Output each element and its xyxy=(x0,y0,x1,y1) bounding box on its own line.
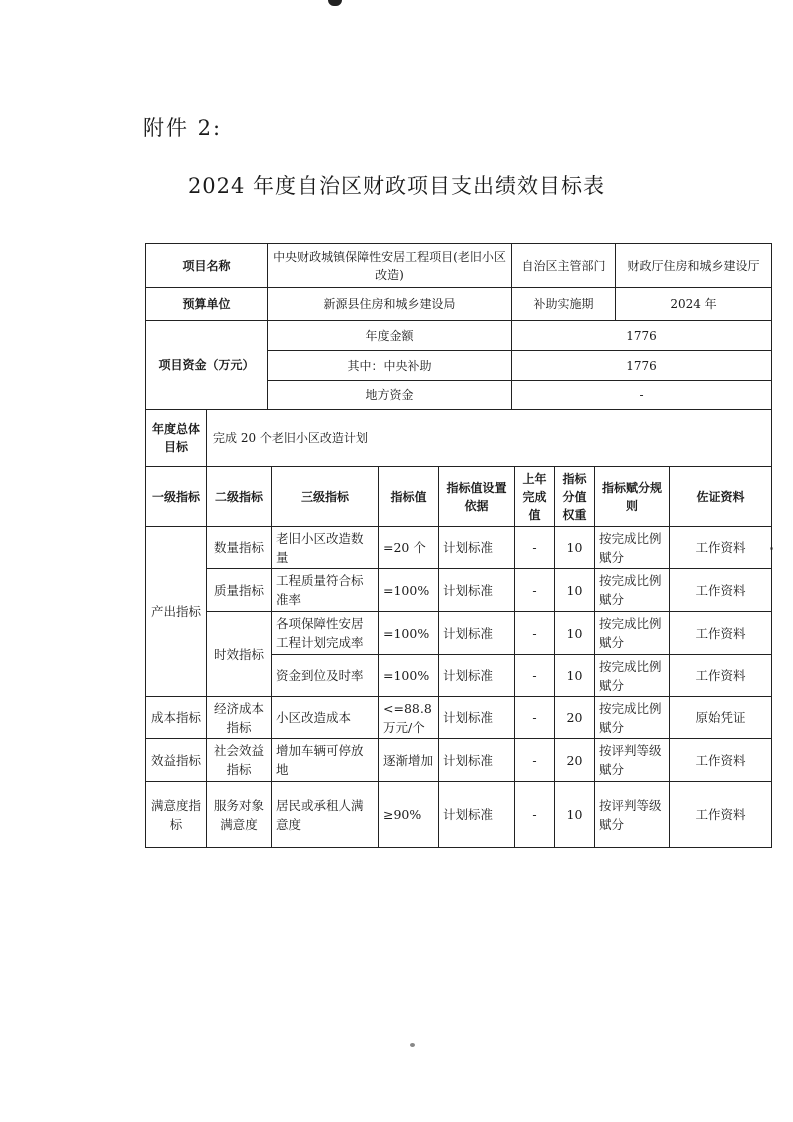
subgroup-social: 社会效益指标 xyxy=(207,739,272,782)
basis-cell: 计划标准 xyxy=(439,527,515,569)
basis-cell: 计划标准 xyxy=(439,782,515,848)
evidence-cell: 工作资料 xyxy=(670,527,772,569)
value-cell: =100% xyxy=(379,569,439,612)
project-name-value: 中央财政城镇保障性安居工程项目(老旧小区改造) xyxy=(268,244,512,288)
basis-cell: 计划标准 xyxy=(439,612,515,655)
subgroup-quantity: 数量指标 xyxy=(207,527,272,569)
header-cell: 佐证资料 xyxy=(670,467,772,527)
indicator-cell: 资金到位及时率 xyxy=(272,655,379,697)
budget-unit-value: 新源县住房和城乡建设局 xyxy=(268,288,512,321)
header-row xyxy=(146,467,772,527)
central-amount-value: 1776 xyxy=(512,351,772,381)
budget-unit-label: 预算单位 xyxy=(146,288,268,321)
indicator-cell: 增加车辆可停放地 xyxy=(272,739,379,782)
dept-value: 财政厅住房和城乡建设厅 xyxy=(616,244,772,288)
table-row xyxy=(146,612,772,655)
last-cell: - xyxy=(515,739,555,782)
last-cell: - xyxy=(515,782,555,848)
subgroup-economic: 经济成本指标 xyxy=(207,697,272,739)
table-row xyxy=(146,739,772,782)
evidence-cell: 原始凭证 xyxy=(670,697,772,739)
table-row xyxy=(146,527,772,569)
evidence-cell: 工作资料 xyxy=(670,655,772,697)
page-title: 2024 年度自治区财政项目支出绩效目标表 xyxy=(187,174,606,198)
rule-cell: 按完成比例赋分 xyxy=(595,655,670,697)
goal-label: 年度总体目标 xyxy=(146,410,207,467)
central-label: 其中：中央补助 xyxy=(268,351,512,381)
project-info-table xyxy=(145,243,772,410)
evidence-cell: 工作资料 xyxy=(670,612,772,655)
basis-cell: 计划标准 xyxy=(439,697,515,739)
header-cell: 指标赋分规则 xyxy=(595,467,670,527)
annual-amount-label: 年度金额 xyxy=(268,321,512,351)
table-row xyxy=(146,697,772,739)
evidence-cell: 工作资料 xyxy=(670,569,772,612)
basis-cell: 计划标准 xyxy=(439,655,515,697)
rule-cell: 按评判等级赋分 xyxy=(595,782,670,848)
local-label: 地方资金 xyxy=(268,381,512,410)
last-cell: - xyxy=(515,569,555,612)
scan-speck xyxy=(410,1043,415,1047)
value-cell: =100% xyxy=(379,612,439,655)
rule-cell: 按完成比例赋分 xyxy=(595,612,670,655)
value-cell: <=88.8 万元/个 xyxy=(379,697,439,739)
value-cell: =100% xyxy=(379,655,439,697)
period-label: 补助实施期 xyxy=(512,288,616,321)
project-name-label: 项目名称 xyxy=(146,244,268,288)
rule-cell: 按评判等级赋分 xyxy=(595,739,670,782)
weight-cell: 10 xyxy=(555,569,595,612)
value-cell: 逐渐增加 xyxy=(379,739,439,782)
dept-label: 自治区主管部门 xyxy=(512,244,616,288)
goal-text: 完成 20 个老旧小区改造计划 xyxy=(207,410,772,467)
rule-cell: 按完成比例赋分 xyxy=(595,697,670,739)
header-cell: 一级指标 xyxy=(146,467,207,527)
last-cell: - xyxy=(515,527,555,569)
basis-cell: 计划标准 xyxy=(439,569,515,612)
goal-table xyxy=(145,409,772,467)
last-cell: - xyxy=(515,655,555,697)
weight-cell: 20 xyxy=(555,739,595,782)
group-cost: 成本指标 xyxy=(146,697,207,739)
header-cell: 指标值设置依据 xyxy=(439,467,515,527)
period-value: 2024 年 xyxy=(616,288,772,321)
table-row xyxy=(146,569,772,612)
funds-label: 项目资金（万元） xyxy=(146,321,268,410)
indicator-cell: 工程质量符合标准率 xyxy=(272,569,379,612)
table-row xyxy=(146,782,772,848)
indicator-cell: 各项保障性安居工程计划完成率 xyxy=(272,612,379,655)
annual-amount-value: 1776 xyxy=(512,321,772,351)
indicator-cell: 小区改造成本 xyxy=(272,697,379,739)
weight-cell: 10 xyxy=(555,527,595,569)
local-amount-value: - xyxy=(512,381,772,410)
indicator-table xyxy=(145,466,772,848)
attachment-label: 附件 2: xyxy=(143,116,223,140)
weight-cell: 10 xyxy=(555,655,595,697)
scan-artifact xyxy=(328,0,342,6)
basis-cell: 计划标准 xyxy=(439,739,515,782)
value-cell: =20 个 xyxy=(379,527,439,569)
rule-cell: 按完成比例赋分 xyxy=(595,527,670,569)
rule-cell: 按完成比例赋分 xyxy=(595,569,670,612)
group-benefit: 效益指标 xyxy=(146,739,207,782)
subgroup-service: 服务对象满意度 xyxy=(207,782,272,848)
header-cell: 指标值 xyxy=(379,467,439,527)
group-satisfaction: 满意度指标 xyxy=(146,782,207,848)
value-cell: ≥90% xyxy=(379,782,439,848)
header-cell: 上年完成值 xyxy=(515,467,555,527)
weight-cell: 20 xyxy=(555,697,595,739)
header-cell: 指标分值权重 xyxy=(555,467,595,527)
indicator-cell: 老旧小区改造数量 xyxy=(272,527,379,569)
subgroup-quality: 质量指标 xyxy=(207,569,272,612)
last-cell: - xyxy=(515,612,555,655)
last-cell: - xyxy=(515,697,555,739)
weight-cell: 10 xyxy=(555,782,595,848)
header-cell: 三级指标 xyxy=(272,467,379,527)
evidence-cell: 工作资料 xyxy=(670,739,772,782)
header-cell: 二级指标 xyxy=(207,467,272,527)
subgroup-timeliness: 时效指标 xyxy=(207,612,272,697)
evidence-cell: 工作资料 xyxy=(670,782,772,848)
group-output: 产出指标 xyxy=(146,527,207,697)
weight-cell: 10 xyxy=(555,612,595,655)
indicator-cell: 居民或承租人满意度 xyxy=(272,782,379,848)
